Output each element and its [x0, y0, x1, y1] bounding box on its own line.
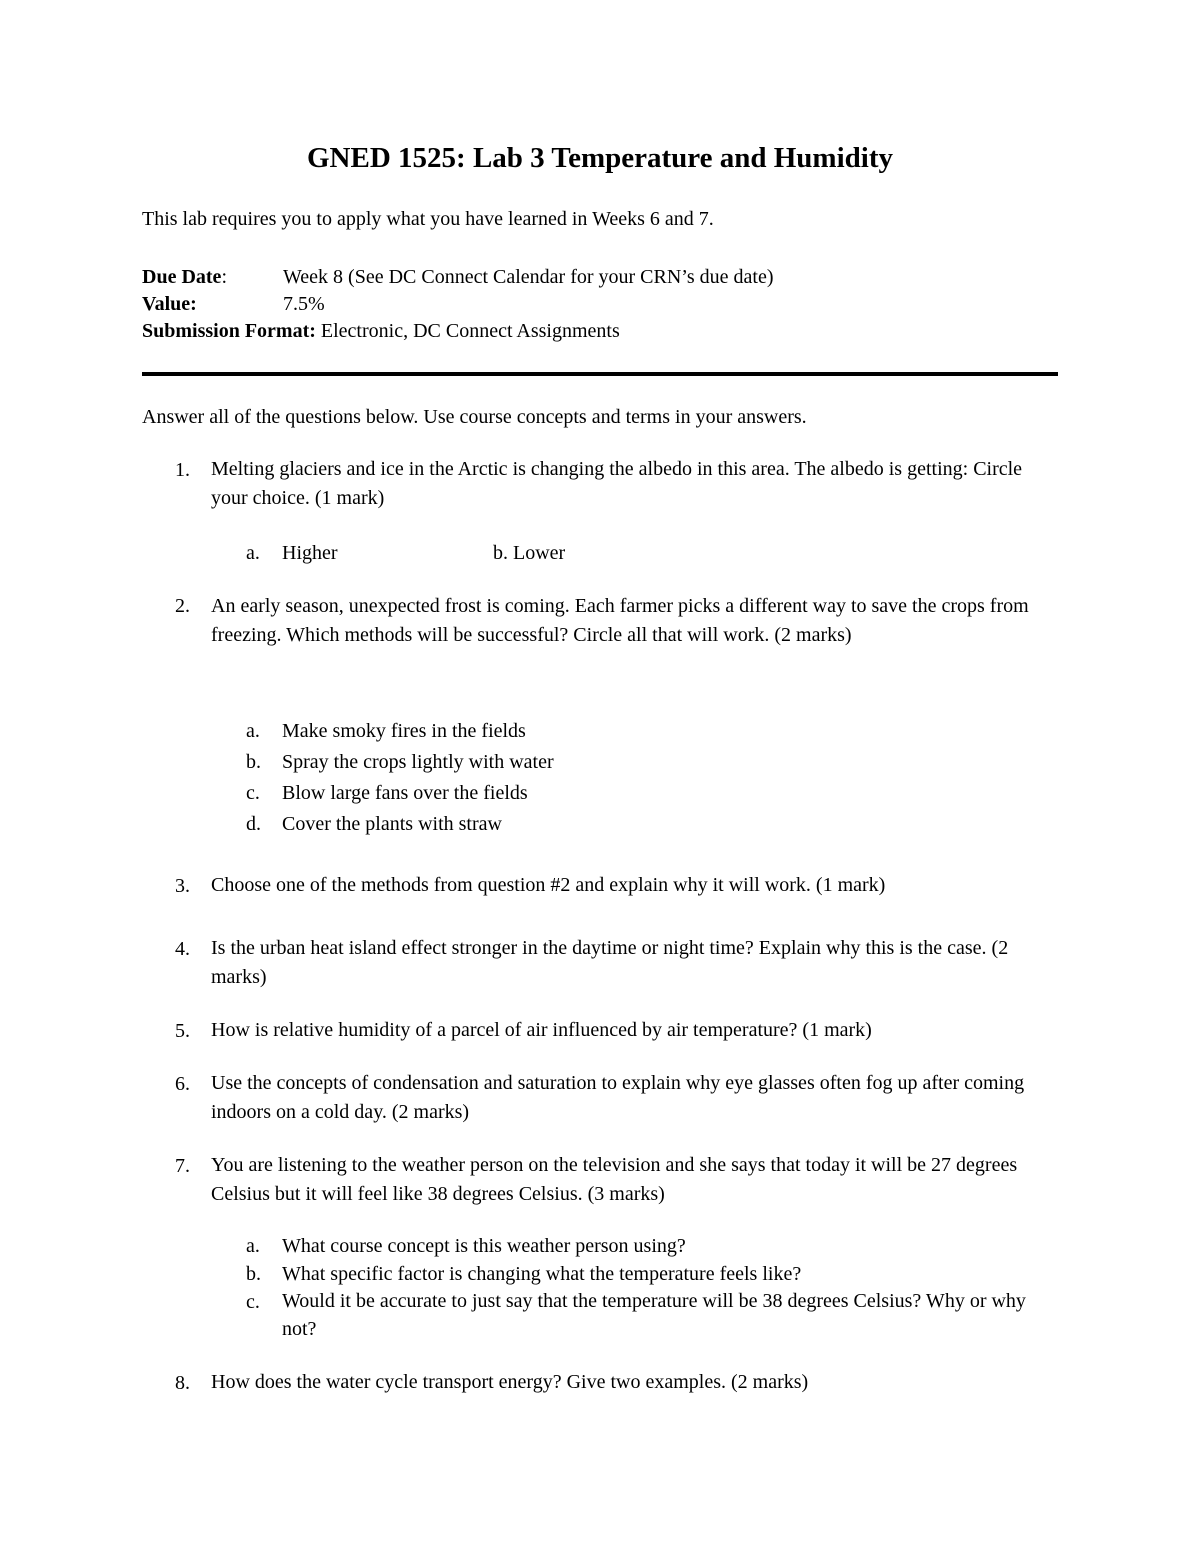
option-text: Cover the plants with straw — [282, 813, 502, 835]
question-text: Use the concepts of condensation and saturation to explain why eye glasses often fog up after coming indoors on a cold day. (2 marks) — [211, 1072, 1025, 1123]
question-number: 5. — [175, 1020, 190, 1042]
option-letter: d. — [246, 813, 261, 835]
option-letter: b. — [246, 751, 261, 773]
option-text: What specific factor is changing what the temperature feels like? — [282, 1263, 802, 1285]
option-text: Make smoky fires in the fields — [282, 720, 526, 742]
question-text: Choose one of the methods from question #2 and explain why it will work. (1 mark) — [211, 874, 886, 896]
due-date-value: Week 8 (See DC Connect Calendar for your CRN’s due date) — [283, 266, 774, 288]
option-letter: a. — [246, 1235, 260, 1257]
value-label: Value: — [142, 293, 197, 315]
question-number: 7. — [175, 1155, 190, 1177]
question-number: 4. — [175, 938, 190, 960]
option-text: b. Lower — [493, 542, 566, 564]
option-letter: c. — [246, 1291, 260, 1313]
option-text: Would it be accurate to just say that the temperature will be 38 degrees Celsius? Why or why not? — [282, 1290, 1026, 1340]
option-text: Blow large fans over the fields — [282, 782, 528, 804]
option-text: What course concept is this weather person using? — [282, 1235, 686, 1257]
question-text: You are listening to the weather person on the television and she says that today it will be 27 degrees Celsius but it will feel like 38 degrees Celsius. (3 marks) — [211, 1154, 1018, 1205]
value-value: 7.5% — [283, 293, 325, 315]
intro-text: This lab requires you to apply what you have learned in Weeks 6 and 7. — [142, 208, 714, 230]
option-letter: a. — [246, 542, 260, 564]
question-number: 6. — [175, 1073, 190, 1095]
option-letter: a. — [246, 720, 260, 742]
submission-format-label: Submission Format: — [142, 320, 316, 342]
option-letter: c. — [246, 782, 260, 804]
question-number: 8. — [175, 1372, 190, 1394]
option-text: Spray the crops lightly with water — [282, 751, 554, 773]
question-text: An early season, unexpected frost is coming. Each farmer picks a different way to save the crops from freezing. Which methods will be successful? Circle all that will work. (2 marks) — [211, 595, 1029, 646]
due-date-label: Due Date: — [142, 266, 227, 288]
question-text: How is relative humidity of a parcel of air influenced by air temperature? (1 mark) — [211, 1019, 872, 1041]
question-text: How does the water cycle transport energy? Give two examples. (2 marks) — [211, 1371, 809, 1393]
horizontal-divider — [142, 372, 1058, 376]
document-title: GNED 1525: Lab 3 Temperature and Humidity — [307, 142, 893, 174]
question-number: 2. — [175, 595, 190, 617]
question-text: Is the urban heat island effect stronger in the daytime or night time? Explain why this is the case. (2 marks) — [211, 937, 1009, 988]
question-number: 3. — [175, 875, 190, 897]
option-letter: b. — [246, 1263, 261, 1285]
question-number: 1. — [175, 459, 190, 481]
submission-format-value: Electronic, DC Connect Assignments — [320, 320, 620, 342]
option-text: Higher — [282, 542, 338, 564]
submission-format-row — [142, 320, 620, 343]
instructions-text: Answer all of the questions below. Use course concepts and terms in your answers. — [142, 406, 807, 428]
question-text: Melting glaciers and ice in the Arctic is changing the albedo in this area. The albedo is getting: Circle your choice. (1 mark) — [211, 458, 1023, 509]
